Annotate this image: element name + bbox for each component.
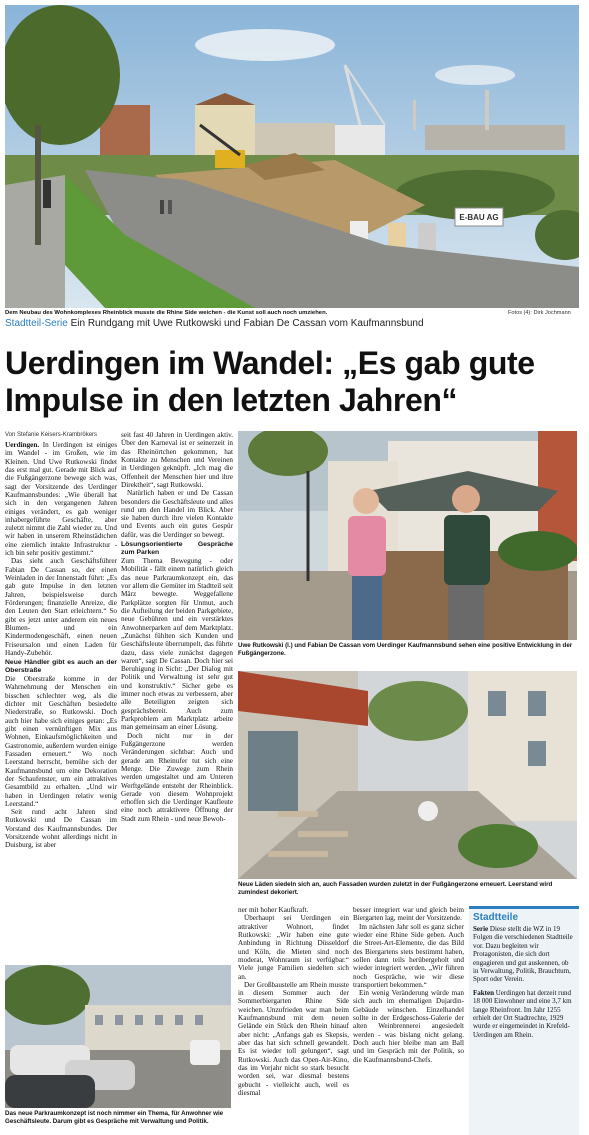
paragraph: Zum Thema Bewegung - oder Mobilität - fällt einem natürlich gleich das neue Parkraumkonzept ein, das vor allem die Gemüter im Stadtteil seit März bewegte. Weggefallene Parkplätze sorgten für Unmut, auch die Aufteilung der beiden Parkgebiete, neue Gebühren und ein verstärktes Anwohnerparken auf dem Marktplatz. „Zunächst fühlten sich Kunden und Geschäftsleute überrumpelt, das führte dazu, dass viele zunächst dagegen waren“, sagt De Cassan. Doch hier sei Beruhigung in Sicht: „Der Dialog mit Politik und Verwaltung ist sehr gut und konstruktiv.“ Sicher gebe es immer noch etwas zu verbessern, aber alle Beteiligten zeigten sich gesprächsbereit. Auch zum Parkproblem am Marktplatz arbeite man gemeinsam an einer Lösung. [121,557,233,732]
headline: Uerdingen im Wandel: „Es gab gute Impulse in den letzten Jahren“ [5,345,535,418]
paragraph: Seit rund acht Jahren sind Rutkowski und De Cassan im Vorstand des Kaufmannsbundes. Der Vorsitzende wohnt allerdings nicht in Duisburg, ist aber [5,808,117,850]
series-label: Stadtteil-Serie [5,318,68,329]
photo-pedestrian-zone [238,671,577,879]
article-column-2 [121,431,233,961]
kicker-text: Ein Rundgang mit Uwe Rutkowski und Fabian De Cassan vom Kaufmannsbund [67,318,424,329]
photo-caption-people: Uwe Rutkowski (l.) und Fabian De Cassan vom Uerdinger Kaufmannsbund sehen eine positive Entwicklung in der Fußgängerzone. [238,642,573,657]
article-column-3 [238,906,349,1132]
photo-construction-site [5,5,579,308]
paragraph: Das sieht auch Geschäftsführer Fabian De Cassan so, der einen Weinladen in der Innenstadt führt: „Es gab gute Impulse in den letzten Jahren, beispielsweise durch Förderungen; finanzielle Anreize, die den Leuten den Start erleichtern.“ So gibt es jetzt unter anderem ein neues Blumen- und ein Kindermodengeschäft, einen neuen Friseursalon und einen Laden für Handy-Zubehör. [5,557,117,657]
photo-caption-parking: Das neue Parkraumkonzept ist noch nimmer ein Thema, für Anwohner wie Geschäftsleute. Darum gibt es Gespräche mit Verwaltung und Politik. [5,1110,224,1125]
photo-credit: Fotos (4): Dirk Jochmann [508,310,571,316]
paragraph: Natürlich haben er und De Cassan besonders die Geschäftsleute und alles rund um den Handel im Blick. Aber sie haben durch ihre vielen Kontakte und Events auch ein gutes Gespür dafür, was die Uerdinger so bewegt. [121,489,233,539]
paragraph: seit fast 40 Jahren in Uerdingen aktiv. Über den Karneval ist er seinerzeit in das Rheinörtchen gekommen, hat Kontakte zu Menschen und Vereinen in Uerdingen geknüpft. „Ich mag die Offenheit der Menschen hier und ihre Direktheit“, sagt Rutkowski. [121,431,233,489]
dateline: Uerdingen. [5,441,40,449]
photo-caption-top: Dem Neubau des Wohnkomplexes Rheinblick musste die Rhine Side weichen - die Kunst soll auch noch umziehen. [5,310,328,316]
paragraph: Doch nicht nur in der Fußgängerzone werden Veränderungen sichtbar: Auch und gerade am Rheinufer tut sich eine Menge. Die Zuwege zum Rhein werden umgestaltet und am Unteren Werftgelände entsteht der Rheinblick. Gerade von diesem Wohnprojekt erhoffen sich die Uerdinger Kaufleute eine noch attraktivere Öffnung der Stadt zum Rhein - und neue Bewoh- [121,731,233,823]
paragraph: Der Großbaustelle am Rhein musste in diesem Sommer auch der Sommerbiergarten Rhine Side weichen. Unzufrieden war man beim Kaufmannsbund mit dem neuen Gelände ein Stück den Rhein hinauf aber nicht: „Anfangs gab es Skepsis, aber das hat sich schnell gewandelt. Es ist wieder toll gelungen“, sagt Rutkowski. Auch das Open-Air-Kino, das im Vorjahr nicht so stark besucht worden sei, war diesmal bestens gebucht - vielleicht auch, weil es diesmal [238,980,349,1097]
subheading: Neue Händler gibt es auch an der Oberstraße [5,659,117,675]
paragraph: ner mit hoher Kaufkraft. [238,906,309,914]
photo-parking [5,965,231,1108]
info-box-stadtteile [469,906,579,1135]
info-text-serie: Diese stellt die WZ in 19 Folgen die verschiedenen Stadtteile vor. Dazu begleiten wir Protagonisten, die sich dort engagieren und gut auskennen, ob in Verwaltung, Politik, Brauchtum, Sport oder Verein. [473,925,573,984]
paragraph: Die Oberstraße komme in der Wahrnehmung der Menschen ein bisschen schlechter weg, als die dichter mit Geschäften besiedelte Niederstraße, so Rutkowski. Doch auch hier habe sich einiges getan: „Es gibt einen vernünftigen Mix aus Wohnen, Einkaufsmöglichkeiten und Gastronomie, außerdem wurden einige Fassaden erneuert.“ Wo noch Leerstand herrscht, bemühe sich der Kaufmannsbund um eine Dekoration der Schaufenster, um ein attraktives Gesamtbild zu erhalten. „Und wir haben in Uerdingen relativ wenig Leerstand.“ [5,675,117,808]
sign-text: E-BAU AG [459,213,499,222]
photo-caption-street: Neue Läden siedeln sich an, auch Fassaden wurden zuletzt in der Fußgängerzone erneuert. Leerstand wird zumindest dekoriert. [238,881,553,896]
article-column-1 [5,441,117,961]
paragraph: Ein wenig Veränderung würde man sich auch im ehemaligen Dujardin-Gebäude wünschen. Einzelhandel sollte in der Erdgeschoss-Galerie der alten Weinbrennerei angesiedelt werden - was bislang nicht gelang. Doch auch hier bleibe man am Ball und im Gespräch mit der Politik, so die Kaufmannsbund-Chefs. [353,989,464,1064]
article-column-4 [353,906,464,1132]
paragraph: besser integriert war und gleich beim Biergarten lag, meint der Vorsitzende. [353,906,464,923]
info-label-fakten: Fakten [473,988,494,997]
subheading: Lösungsorientierte Gespräche zum Parken [121,541,233,557]
byline: Von Stefanie Keisers-Krambrökers [5,432,98,438]
photo-two-men [238,431,577,640]
info-label-serie: Serie [473,925,489,933]
kicker [5,318,424,329]
paragraph: Im nächsten Jahr soll es ganz sicher wieder eine Rhine Side geben. Auch die Street-Art-Elemente, die das Bild des Biergartens stets bestimmt haben, sollen dann teils herübergeholt und wieder integriert werden. „Wir führen noch Gespräche, wie wir diese transportiert bekommen.“ [353,922,464,989]
info-text-fakten: Uerdingen hat derzeit rund 18 000 Einwohner und eine 3,7 km lange Rheinfront. Im Jahr 1255 erhielt der Ort Stadtrechte, 1929 wurde er eingemeindet in Krefeld-Uerdingen am Rhein. [473,988,572,1039]
info-box-title: Stadtteile [473,912,519,923]
paragraph: In Uerdingen ist einiges im Wandel - im Großen, wie im Kleinen. Und Uwe Rutkowski findet das erst mal gut. Gerade mit Blick auf die Fußgängerzone bewege sich was, sagt der Vorsitzende des Uerdinger Kaufmannsbundes: „Wie überall hat sich in den vergangenen Jahren einiges verändert, es gab weniger inhabergeführte Geschäfte, aber zuletzt nimmt die Zahl wieder zu. Und wir haben in unserem Rheinstädtchen eine ziemlich intakte Infrastruktur - ich bin sehr positiv gestimmt.“ [5,441,117,558]
paragraph: Überhaupt sei Uerdingen ein attraktiver Wohnort, findet Rutkowski: „Wir haben eine gute Anbindung in Richtung Düsseldorf und Köln, die Mieten sind noch moderat, Wohnraum ist verfügbar.“ Viele junge Familien siedelten sich an. [238,914,349,981]
